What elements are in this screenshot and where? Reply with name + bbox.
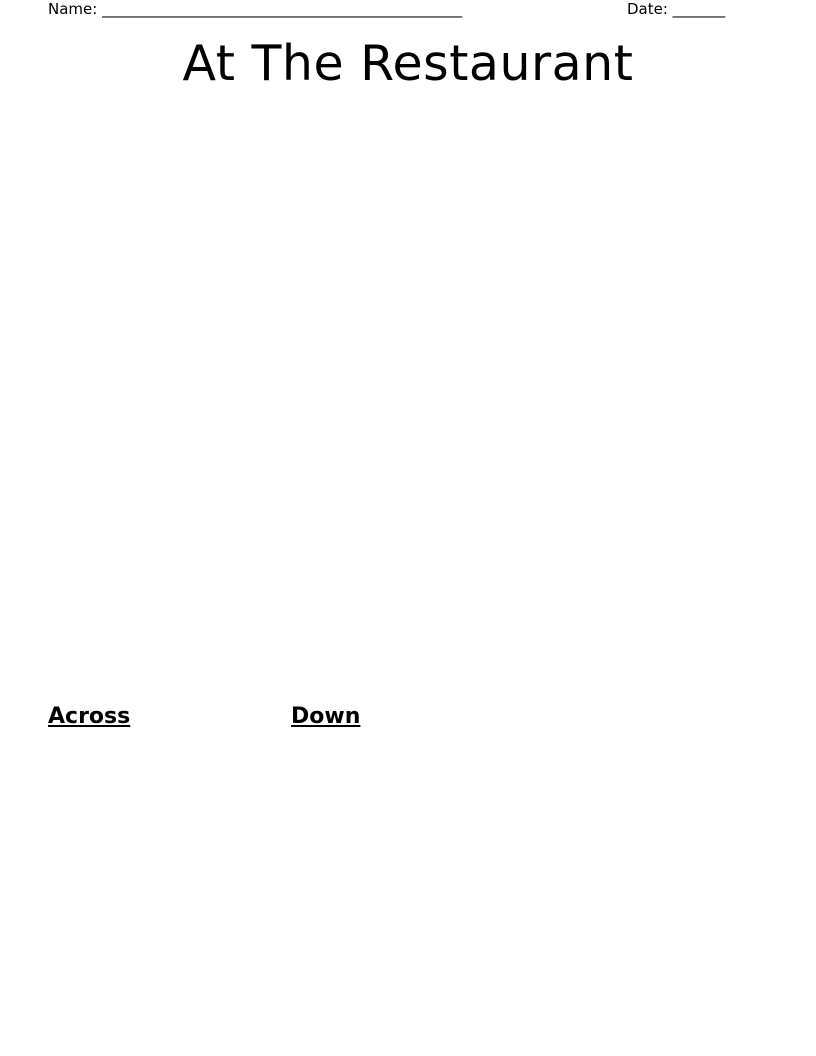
name-field-label: Name: ________________________________________________ <box>48 0 463 18</box>
clue-column-2 <box>291 702 360 732</box>
date-field-label: Date: _______ <box>627 0 726 18</box>
clue-column-1 <box>48 702 130 732</box>
down-heading: Down <box>291 704 361 729</box>
page-title: At The Restaurant <box>182 35 634 92</box>
across-heading: Across <box>48 704 131 729</box>
